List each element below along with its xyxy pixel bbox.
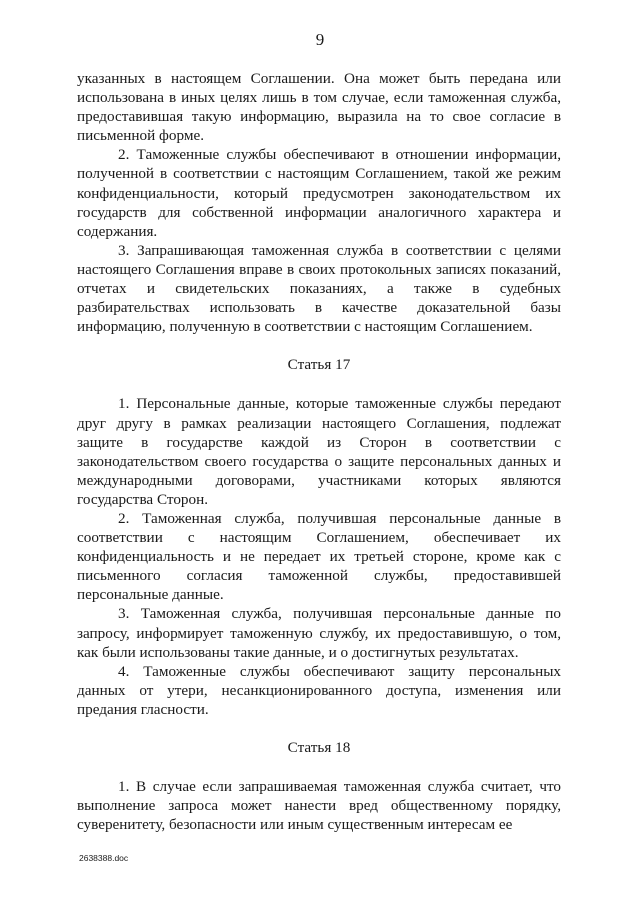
paragraph: 4. Таможенные службы обеспечивают защиту персональных данных от утери, несанкционированного доступа, изменения или предания гласности.	[77, 662, 561, 718]
document-body	[77, 69, 561, 834]
paragraph: 1. Персональные данные, которые таможенные службы передают друг другу в рамках реализации настоящего Соглашения, подлежат защите в государстве каждой из Сторон в соответствии с законодательством своего государства о защите персональных данных и международными договорами, участниками которых являются государства Сторон.	[77, 395, 561, 508]
document-file-code: 2638388.doc	[79, 853, 129, 863]
article-heading: Статья 17	[287, 356, 351, 374]
paragraph: 2. Таможенная служба, получившая персональные данные в соответствии с настоящим Соглашением, обеспечивает их конфиденциальность и не передает их третьей стороне, кроме как с письменного согласия таможенной службы, предоставившей персональные данные.	[77, 509, 561, 604]
paragraph: 3. Запрашивающая таможенная служба в соответствии с целями настоящего Соглашения вправе в своих протокольных записях показаний, отчетах и свидетельских показаниях, а также в судебных разбирательствах использовать в качестве доказательной базы информацию, полученную в соответствии с настоящим Соглашением.	[77, 241, 561, 336]
article-heading: Статья 18	[287, 739, 351, 756]
paragraph: 3. Таможенная служба, получившая персональные данные по запросу, информирует таможенную службу, их предоставившую, о том, как были использованы такие данные, и о достигнутых результатах.	[77, 605, 561, 661]
page-number: 9	[315, 30, 325, 49]
paragraph: указанных в настоящем Соглашении. Она может быть передана или использована в иных целях лишь в том случае, если таможенная служба, предоставившая такую информацию, выразила на то свое согласие в письменной форме.	[77, 70, 561, 145]
paragraph: 1. В случае если запрашиваемая таможенная служба считает, что выполнение запроса может нанести вред общественному порядку, суверенитету, безопасности или иным существенным интересам ее	[77, 778, 561, 834]
paragraph: 2. Таможенные службы обеспечивают в отношении информации, полученной в соответствии с настоящим Соглашением, такой же режим конфиденциальности, который предусмотрен законодательством их государств для собственной информации аналогичного характера и содержания.	[77, 146, 561, 240]
